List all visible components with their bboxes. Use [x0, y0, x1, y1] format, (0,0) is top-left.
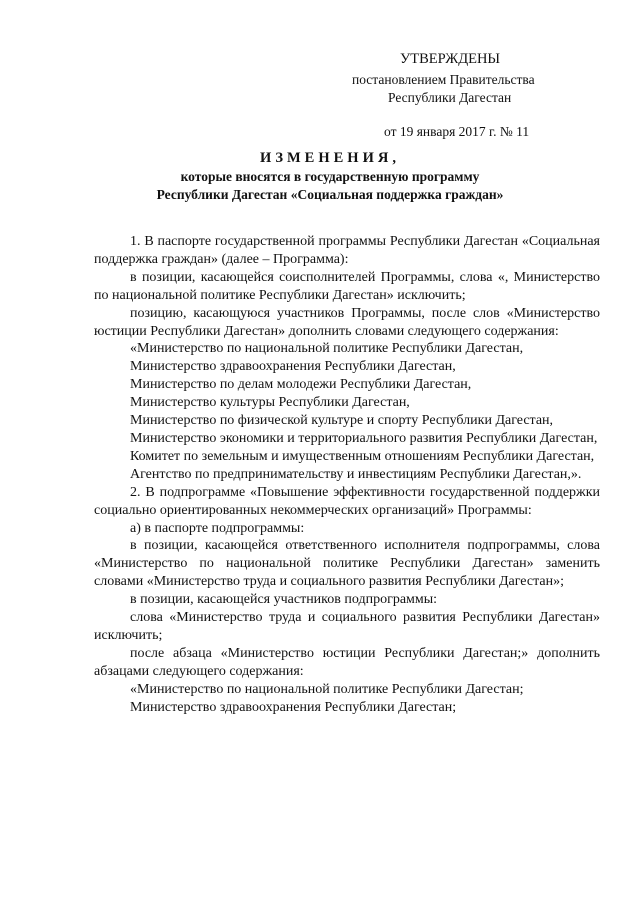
paragraph: Министерство здравоохранения Республики Дагестан, — [130, 359, 456, 375]
paragraph: 2. В подпрограмме «Повышение эффективности государственной поддержки социально ориентированных некоммерческих организаций» Программы: — [94, 484, 600, 518]
approval-line-1: постановлением Правительства — [352, 72, 535, 87]
paragraph: Комитет по земельным и имущественным отношениям Республики Дагестан, — [130, 448, 595, 464]
paragraph: после абзаца «Министерство юстиции Республики Дагестан;» дополнить абзацами следующего содержания: — [94, 645, 600, 679]
paragraph: в позиции, касающейся ответственного исполнителя подпрограммы, слова «Министерство по национальной политике Республики Дагестан» заменить словами «Министерство труда и социального развития Республики Дагестан»; — [94, 538, 600, 590]
document-body — [94, 233, 600, 716]
paragraph: Министерство по физической культуре и спорту Республики Дагестан, — [130, 413, 554, 429]
document-title: ИЗМЕНЕНИЯ, — [260, 150, 400, 166]
paragraph: в позиции, касающейся соисполнителей Программы, слова «, Министерство по национальной политике Республики Дагестан» исключить; — [94, 269, 600, 303]
paragraph: «Министерство по национальной политике Республики Дагестан, — [130, 341, 524, 357]
paragraph: «Министерство по национальной политике Республики Дагестан; — [130, 681, 524, 697]
paragraph: Министерство экономики и территориального развития Республики Дагестан, — [130, 430, 598, 446]
paragraph: Агентство по предпринимательству и инвестициям Республики Дагестан,». — [130, 466, 582, 482]
paragraph: слова «Министерство труда и социального развития Республики Дагестан» исключить; — [94, 610, 600, 643]
paragraph: 1. В паспорте государственной программы Республики Дагестан «Социальная поддержка граждан» (далее – Программа): — [94, 234, 600, 267]
paragraph: Министерство по делам молодежи Республики Дагестан, — [130, 377, 472, 393]
paragraph: Министерство здравоохранения Республики Дагестан; — [130, 699, 457, 715]
approval-title: УТВЕРЖДЕНЫ — [400, 51, 501, 67]
approval-line-2: Республики Дагестан — [388, 90, 512, 105]
paragraph: Министерство культуры Республики Дагестан, — [130, 395, 410, 411]
paragraph: а) в паспорте подпрограммы: — [130, 520, 305, 536]
document-heading — [60, 148, 600, 204]
paragraph: позицию, касающуюся участников Программы, после слов «Министерство юстиции Республики Дагестан» дополнить словами следующего содержания: — [94, 305, 600, 339]
approval-date: от 19 января 2017 г. № 11 — [384, 124, 530, 139]
document-subtitle-2: Республики Дагестан «Социальная поддержка граждан» — [156, 187, 504, 202]
document-subtitle-1: которые вносятся в государственную программу — [180, 169, 480, 184]
paragraph: в позиции, касающейся участников подпрограммы: — [130, 592, 438, 608]
